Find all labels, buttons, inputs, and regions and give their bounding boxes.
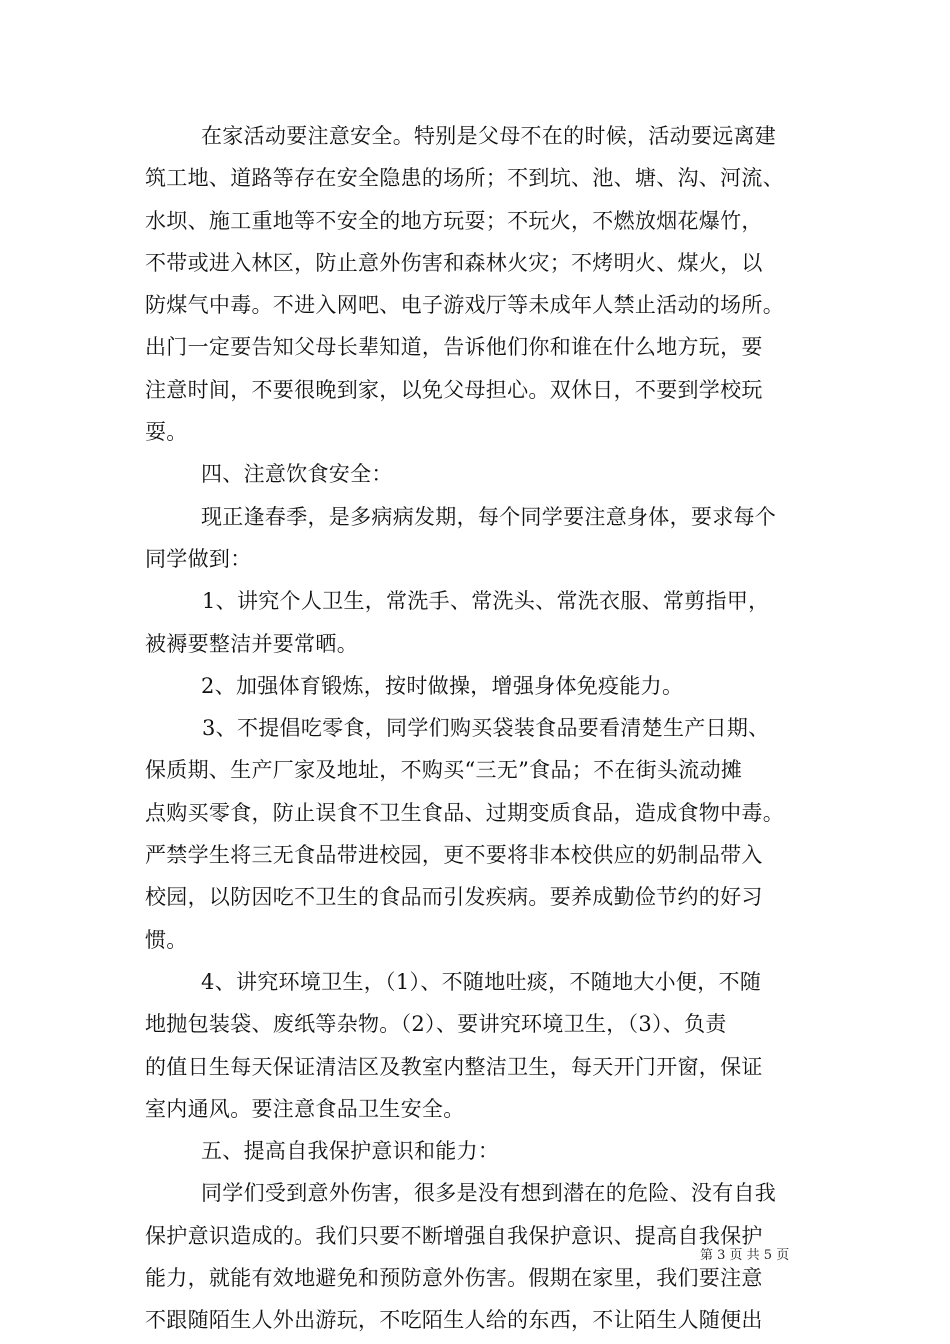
text-line: 在家活动要注意安全。特别是父母不在的时候，活动要远离建 — [201, 124, 777, 148]
text-line: 保质期、生产厂家及地址，不购买“三无”食品；不在街头流动摊 — [145, 758, 743, 783]
text-line: 地抛包装袋、废纸等杂物。（2）、要讲究环境卫生，（3）、负责 — [145, 1012, 727, 1037]
text-line: 惯。 — [145, 927, 188, 952]
text-line: 能力，就能有效地避免和预防意外伤害。假期在家里，我们要注意 — [145, 1266, 763, 1291]
list-item: 1、讲究个人卫生，常洗手、常洗头、常洗衣服、常剪指甲， — [202, 589, 770, 614]
text-line: 水坝、施工重地等不安全的地方玩耍；不玩火，不燃放烟花爆竹， — [145, 208, 763, 233]
list-item: 3、不提倡吃零食，同学们购买袋装食品要看清楚生产日期、 — [202, 716, 770, 741]
text-line: 耍。 — [145, 420, 188, 445]
text-line: 严禁学生将三无食品带进校园，更不要将非本校供应的奶制品带入 — [145, 843, 763, 868]
text-line: 校园，以防因吃不卫生的食品而引发疾病。要养成勤俭节约的好习 — [145, 885, 763, 910]
text-line: 现正逢春季，是多病病发期，每个同学要注意身体，要求每个 — [201, 504, 777, 529]
list-item: 4、讲究环境卫生，（1）、不随地吐痰，不随地大小便，不随 — [201, 969, 762, 994]
text-line: 室内通风。要注意食品卫生安全。 — [145, 1096, 465, 1121]
text-line: 出门一定要告知父母长辈知道，告诉他们你和谁在什么地方玩，要 — [145, 335, 763, 360]
text-line: 同学们受到意外伤害，很多是没有想到潜在的危险、没有自我 — [201, 1181, 777, 1206]
text-line: 点购买零食，防止误食不卫生食品、过期变质食品，造成食物中毒。 — [145, 800, 784, 825]
section-heading: 四、注意饮食安全： — [201, 462, 393, 487]
body-text — [145, 115, 825, 1342]
text-line: 保护意识造成的。我们只要不断增强自我保护意识、提高自我保护 — [145, 1223, 763, 1248]
text-line: 的值日生每天保证清洁区及教室内整洁卫生，每天开门开窗，保证 — [145, 1054, 763, 1079]
text-line: 防煤气中毒。不进入网吧、电子游戏厅等未成年人禁止活动的场所。 — [145, 293, 784, 318]
section-heading: 五、提高自我保护意识和能力： — [201, 1139, 500, 1164]
text-line: 不带或进入林区，防止意外伤害和森林火灾；不烤明火、煤火，以 — [145, 250, 763, 275]
page-number: 第 3 页 共 5 页 — [700, 1248, 790, 1263]
text-line: 被褥要整洁并要常晒。 — [145, 631, 358, 656]
list-item: 2、加强体育锻炼，按时做操，增强身体免疫能力。 — [201, 673, 684, 698]
text-line: 注意时间，不要很晚到家，以免父母担心。双休日，不要到学校玩 — [145, 377, 763, 402]
text-line: 筑工地、道路等存在安全隐患的场所；不到坑、池、塘、沟、河流、 — [145, 166, 784, 191]
text-line: 同学做到： — [145, 546, 252, 571]
text-line: 不跟随陌生人外出游玩，不吃陌生人给的东西，不让陌生人随便出 — [145, 1308, 763, 1333]
